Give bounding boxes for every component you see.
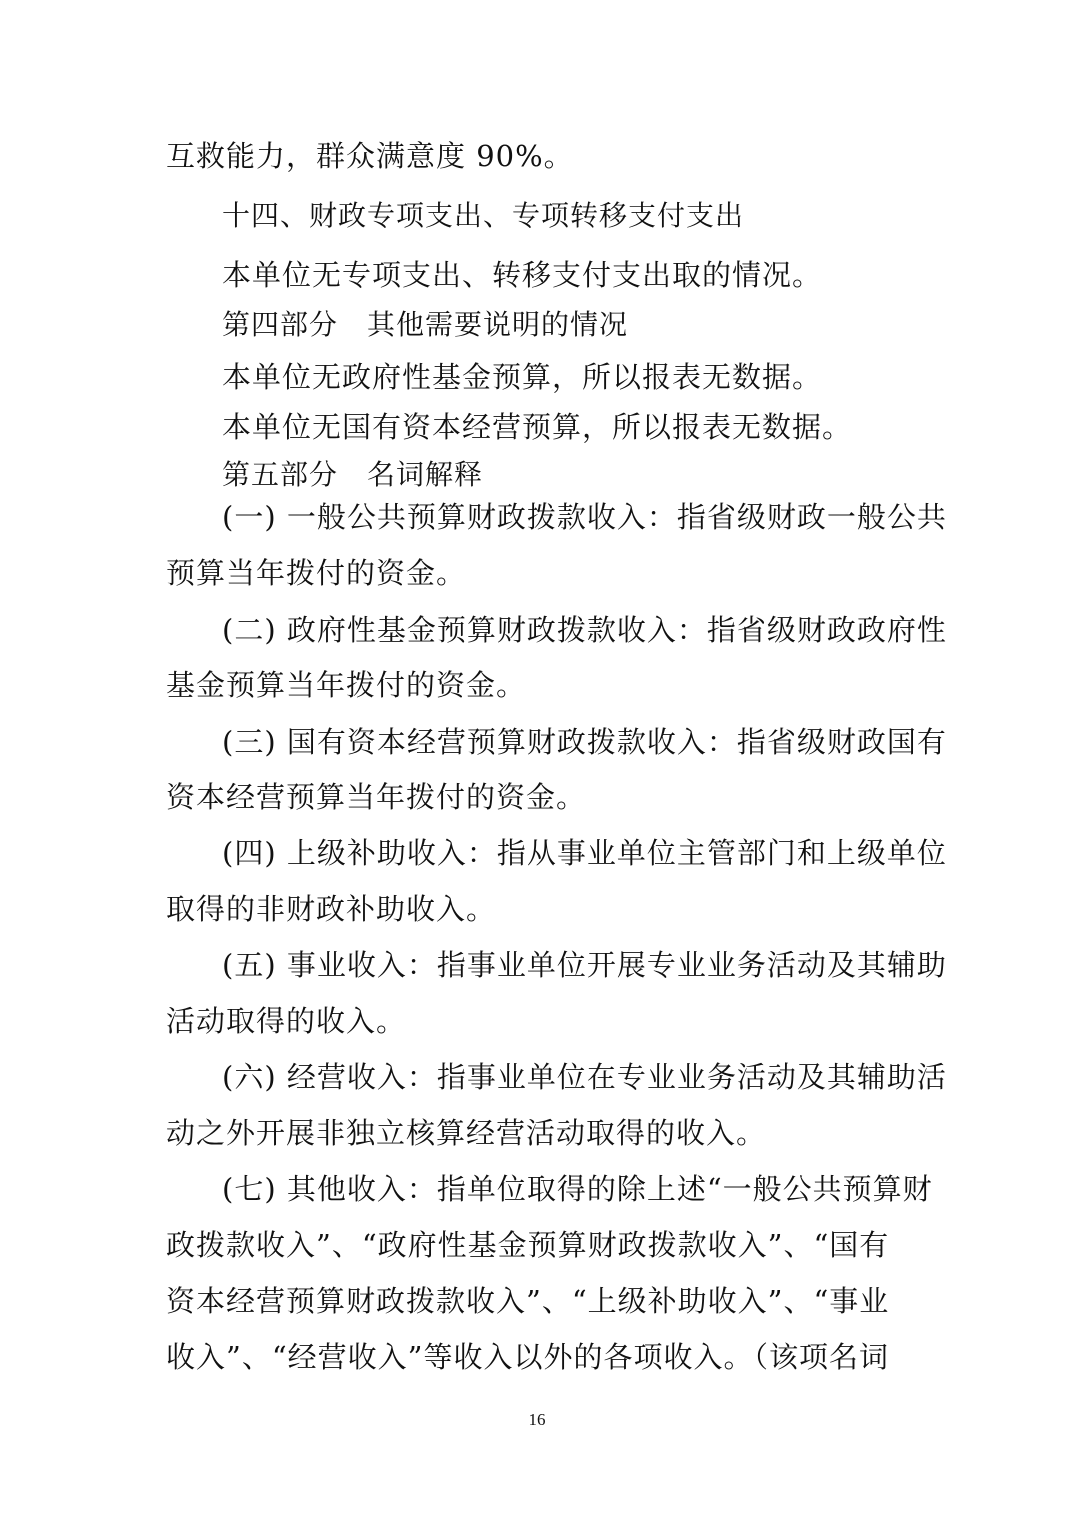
definition-5-line-2: 活动取得的收入。 bbox=[166, 1004, 407, 1038]
text-line-1: 互救能力，群众满意度 90%。 bbox=[166, 139, 574, 173]
definition-7-line-1: (七) 其他收入：指单位取得的除上述“一般公共预算财 bbox=[222, 1172, 933, 1206]
definition-1-line-2: 预算当年拨付的资金。 bbox=[166, 556, 467, 590]
definition-4-line-1: (四) 上级补助收入：指从事业单位主管部门和上级单位 bbox=[222, 836, 947, 870]
definition-7-line-3: 资本经营预算财政拨款收入”、“上级补助收入”、“事业 bbox=[166, 1284, 890, 1318]
section-heading-14: 十四、财政专项支出、专项转移支付支出 bbox=[222, 199, 745, 232]
definition-2-line-1: (二) 政府性基金预算财政拨款收入：指省级财政政府性 bbox=[222, 613, 947, 647]
definition-6-line-1: (六) 经营收入：指事业单位在专业业务活动及其辅助活 bbox=[222, 1060, 947, 1094]
text-line-6: 本单位无国有资本经营预算，所以报表无数据。 bbox=[222, 410, 853, 444]
definition-4-line-2: 取得的非财政补助收入。 bbox=[166, 892, 497, 926]
definition-3-line-2: 资本经营预算当年拨付的资金。 bbox=[166, 780, 587, 814]
text-line-5: 本单位无政府性基金预算，所以报表无数据。 bbox=[222, 360, 823, 394]
definition-6-line-2: 动之外开展非独立核算经营活动取得的收入。 bbox=[166, 1116, 767, 1150]
definition-1-line-1: (一) 一般公共预算财政拨款收入：指省级财政一般公共 bbox=[222, 500, 947, 534]
part-four-heading: 第四部分 其他需要说明的情况 bbox=[222, 308, 629, 341]
text-line-3: 本单位无专项支出、转移支付支出取的情况。 bbox=[222, 258, 823, 292]
definition-7-line-4: 收入”、“经营收入”等收入以外的各项收入。（该项名词 bbox=[166, 1340, 889, 1374]
page-number: 16 bbox=[528, 1410, 546, 1429]
definition-3-line-1: (三) 国有资本经营预算财政拨款收入：指省级财政国有 bbox=[222, 725, 947, 759]
definition-7-line-2: 政拨款收入”、“政府性基金预算财政拨款收入”、“国有 bbox=[166, 1228, 890, 1262]
part-five-heading: 第五部分 名词解释 bbox=[222, 458, 484, 491]
definition-5-line-1: (五) 事业收入：指事业单位开展专业业务活动及其辅助 bbox=[222, 948, 947, 982]
definition-2-line-2: 基金预算当年拨付的资金。 bbox=[166, 668, 527, 702]
